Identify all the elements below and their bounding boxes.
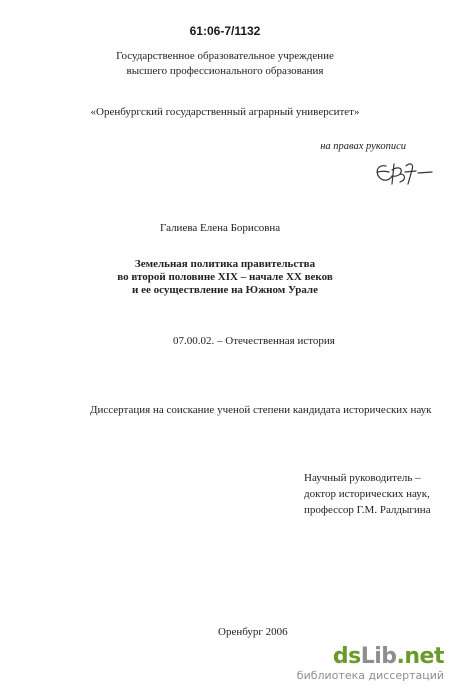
logo-part-ds: ds [332, 644, 361, 669]
manuscript-rights-note: на правах рукописи [320, 141, 406, 152]
author-name: Галиева Елена Борисовна [160, 222, 281, 234]
organization-line-2: высшего профессионального образования [126, 65, 324, 77]
organization-line-1: Государственное образовательное учреждение [116, 50, 334, 62]
logo-part-net: .net [396, 644, 444, 669]
specialty-code: 07.00.02. – Отечественная история [173, 335, 335, 347]
logo-part-lib: Lib [360, 644, 397, 669]
supervisor-name: профессор Г.М. Ралдыгина [304, 504, 431, 516]
handwritten-signature [372, 158, 434, 188]
dslib-watermark [297, 646, 444, 681]
degree-statement: Диссертация на соискание ученой степени кандидата исторических наук [90, 404, 432, 416]
archive-stamp-number: 61:06-7/1132 [189, 24, 261, 38]
dissertation-title-line-3: и ее осуществление на Южном Урале [132, 284, 318, 296]
city-year: Оренбург 2006 [218, 626, 288, 638]
supervisor-role: Научный руководитель – [304, 472, 421, 484]
university-name: «Оренбургский государственный аграрный университет» [90, 106, 360, 118]
dissertation-title-line-2: во второй половине XIX – начале XX веков [117, 271, 333, 283]
supervisor-degree: доктор исторических наук, [304, 488, 430, 500]
watermark-subtitle: библиотека диссертаций [296, 669, 444, 682]
dissertation-title-line-1: Земельная политика правительства [134, 258, 316, 270]
dslib-logo [297, 646, 444, 668]
